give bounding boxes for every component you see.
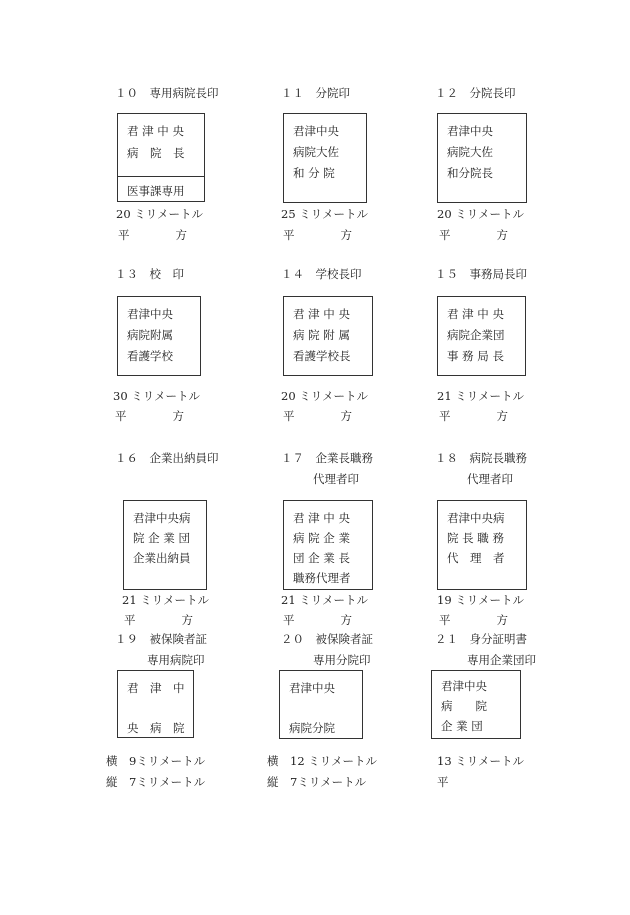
seal-text-line: 院 企 業 団 (133, 531, 190, 545)
seal-text-line: 病 院 (441, 699, 487, 713)
seal-shape: 平 方 (124, 613, 193, 627)
seal-heading-continued: 専用病院印 (147, 653, 205, 667)
seal-heading: ２０ 被保険者証 (281, 632, 373, 646)
seal-shape: 平 方 (283, 409, 352, 423)
seal-shape: 平 方 (118, 228, 187, 242)
seal-text-line: 君津中央 (289, 681, 335, 695)
seal-shape: 平 (437, 775, 449, 789)
seal-impression (437, 296, 526, 376)
seal-text-line: 君津中央病 (133, 511, 191, 525)
seal-impression (117, 113, 205, 202)
seal-impression (117, 670, 194, 738)
seal-text-line: 病院附属 (127, 328, 173, 342)
seal-size: 20 ミリメートル (437, 207, 525, 221)
seal-size: 横 9ミリメートル (106, 754, 206, 768)
seal-text-line: 事 務 局 長 (447, 349, 504, 363)
seal-size: 21 ミリメートル (281, 593, 369, 607)
seal-size: 21 ミリメートル (437, 389, 525, 403)
seal-text-line: 院 長 職 務 (447, 531, 504, 545)
seal-impression (283, 500, 373, 590)
seal-size: 19 ミリメートル (437, 593, 525, 607)
seal-text-line: 君 津 中 央 (447, 307, 504, 321)
seal-heading: １１ 分院印 (281, 86, 350, 100)
seal-size: 20 ミリメートル (116, 207, 204, 221)
seal-shape: 平 方 (115, 409, 184, 423)
seal-heading: ２１ 身分証明書 (435, 632, 527, 646)
seal-shape: 平 方 (283, 613, 352, 627)
seal-shape: 縦 7ミリメートル (106, 775, 206, 789)
seal-text-line: 君 津 中 央 (293, 511, 350, 525)
seal-size: 13 ミリメートル (437, 754, 525, 768)
seal-size: 20 ミリメートル (281, 389, 369, 403)
seal-text-line: 君津中央 (293, 124, 339, 138)
seal-text-line: 君 津 中 央 (293, 307, 350, 321)
seal-impression (283, 296, 373, 376)
seal-size: 横 12 ミリメートル (267, 754, 378, 768)
seal-text-line: 団 企 業 長 (293, 551, 350, 565)
seal-shape: 平 方 (439, 613, 508, 627)
seal-heading: １８ 病院長職務 (435, 451, 527, 465)
seal-text-line: 代 理 者 (447, 551, 505, 565)
seal-heading: １６ 企業出納員印 (115, 451, 219, 465)
seal-heading-continued: 代理者印 (313, 472, 359, 486)
seal-size: 30 ミリメートル (113, 389, 201, 403)
seal-text-line: 君 津 中 央 (127, 124, 184, 138)
seal-heading-continued: 代理者印 (467, 472, 513, 486)
seal-text-line: 君津中央 (441, 679, 487, 693)
seal-heading: １０ 専用病院長印 (115, 86, 219, 100)
seal-text-line: 和 分 院 (293, 166, 335, 180)
seal-heading: １３ 校 印 (115, 267, 184, 281)
seal-text-line: 看護学校長 (293, 349, 351, 363)
seal-size: 25 ミリメートル (281, 207, 369, 221)
seal-shape: 平 方 (439, 409, 508, 423)
seal-size: 21 ミリメートル (122, 593, 210, 607)
seal-text-line: 職務代理者 (293, 571, 351, 585)
seal-impression (117, 296, 201, 376)
seal-text-line: 和分院長 (447, 166, 493, 180)
seal-text-line: 央 病 院 (127, 721, 185, 735)
seal-text-line: 病院分院 (289, 721, 335, 735)
seal-shape: 平 方 (439, 228, 508, 242)
seal-text-line: 看護学校 (127, 349, 173, 363)
seal-heading: １９ 被保険者証 (115, 632, 207, 646)
seal-text-line: 君津中央 (127, 307, 173, 321)
seal-text-line: 君 津 中 (127, 681, 185, 695)
seal-text-line: 病院大佐 (293, 145, 339, 159)
seal-impression (431, 670, 521, 739)
seal-text-line: 君津中央病 (447, 511, 505, 525)
seal-text-line: 企業出納員 (133, 551, 191, 565)
seal-text-line: 病 院 企 業 (293, 531, 350, 545)
seal-text-line: 病院企業団 (447, 328, 505, 342)
seal-shape: 平 方 (283, 228, 352, 242)
seal-heading-continued: 専用分院印 (313, 653, 371, 667)
seal-text-line: 君津中央 (447, 124, 493, 138)
seal-impression (437, 500, 527, 590)
seal-text-line: 病院大佐 (447, 145, 493, 159)
seal-heading: １４ 学校長印 (281, 267, 362, 281)
seal-text-line: 企 業 団 (441, 719, 483, 733)
seal-heading: １７ 企業長職務 (281, 451, 373, 465)
seal-impression (437, 113, 527, 203)
seal-text-line: 病 院 長 (127, 146, 185, 160)
seal-heading-continued: 専用企業団印 (467, 653, 536, 667)
seal-shape: 縦 7ミリメートル (267, 775, 367, 789)
seal-divider (118, 176, 204, 177)
seal-impression (279, 670, 363, 739)
seal-impression (123, 500, 207, 590)
seal-heading: １５ 事務局長印 (435, 267, 527, 281)
seal-text-line: 病 院 附 属 (293, 328, 350, 342)
seal-impression (283, 113, 367, 203)
seal-footer-text: 医事課専用 (127, 184, 185, 198)
seal-heading: １２ 分院長印 (435, 86, 516, 100)
